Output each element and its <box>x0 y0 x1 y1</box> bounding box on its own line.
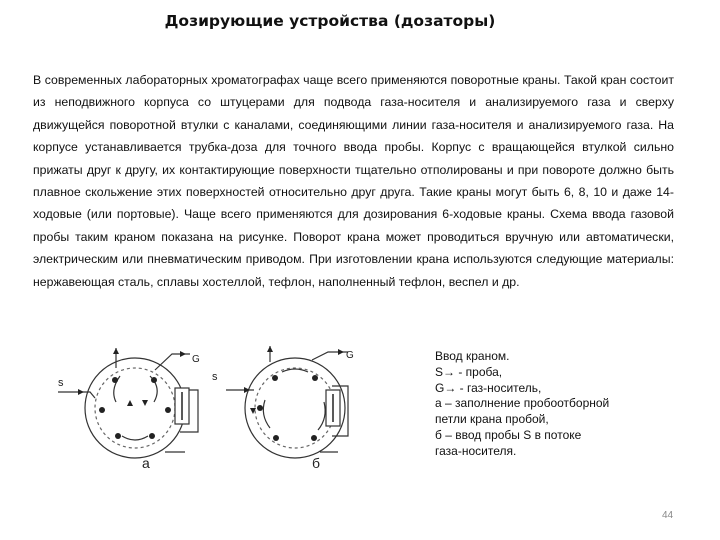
caption-line: б – ввод пробы S в потоке <box>435 427 582 442</box>
panel-label-b: б <box>312 455 321 471</box>
caption-line: Ввод краном. <box>435 349 510 363</box>
caption-line: а – заполнение пробоотборной <box>435 396 610 411</box>
label-g-b: G <box>346 350 354 361</box>
valve-rotor-circle <box>255 368 335 448</box>
label-g-a: G <box>192 354 200 365</box>
valve-diagram-b <box>212 340 390 471</box>
figure-caption <box>435 349 665 460</box>
panel-label-a: а <box>142 455 150 471</box>
caption-line: газа-носителя. <box>435 443 517 458</box>
label-s-b: s <box>212 371 218 383</box>
caption-line: петли крана пробой, <box>435 412 549 427</box>
label-s-a: s <box>58 377 64 389</box>
page-number: 44 <box>662 510 674 521</box>
valve-diagram-a <box>50 340 220 470</box>
caption-line: S→ - проба, <box>435 364 503 379</box>
body-paragraph: В современных лабораторных хроматографах чаще всего применяются поворотные краны. Такой кран состоит из неподвижного корпуса со штуцерами для подвода газа-носителя и анализируемого газа и сверху движущейся поворотной втулки с каналами, соединяющими линии газа-носителя и анализируемого газа. На корпусе устанавливается трубка-доза для точного ввода пробы. Корпус с вращающейся втулкой сильно прижаты друг к другу, их контактирующие поверхности тщательно отполированы и при повороте должно быть плавное скольжение этих поверхностей относительно друг друга. Такие краны могут быть 6, 8, 10 и даже 14-ходовые (или портовые). Чаще всего применяются для дозирования 6-ходовые краны. Схема ввода газовой пробы таким краном показана на рисунке. Поворот крана может проводиться вручную или автоматически, электрическим или пневматическим приводом. При изготовлении крана используются следующие материалы: нержавеющая сталь, сплавы хостеллой, тефлон, наполненный тефлон, веспел и др. <box>33 73 674 289</box>
caption-line: G→ - газ-носитель, <box>435 380 542 395</box>
page-title: Дозирующие устройства (дозаторы) <box>164 12 496 30</box>
valve-rotor-circle <box>95 368 175 448</box>
